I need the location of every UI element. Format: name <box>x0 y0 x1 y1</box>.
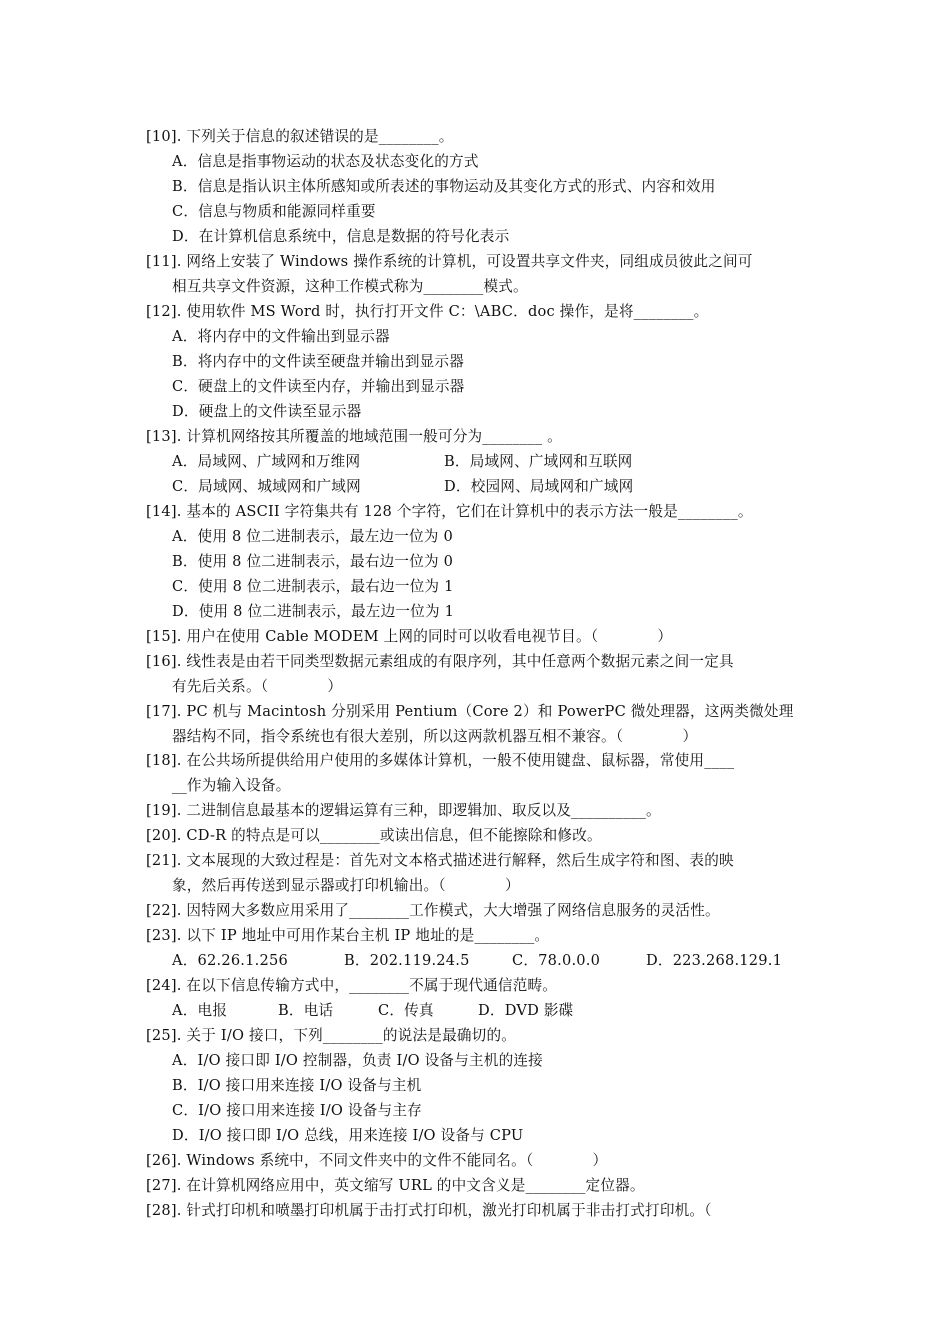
q12-option-b: B．将内存中的文件读至硬盘并输出到显示器 <box>172 353 465 370</box>
q23-option-c: C．78.0.0.0 <box>512 952 601 969</box>
q13-option-b: B．局域网、广域网和互联网 <box>444 453 633 470</box>
q25-option-d: D．I/O 接口即 I/O 总线，用来连接 I/O 设备与 CPU <box>172 1127 524 1144</box>
q22-stem: [22]. 因特网大多数应用采用了________工作模式，大大增强了网络信息服务的灵活性。 <box>146 902 720 919</box>
q14-option-a: A．使用 8 位二进制表示，最左边一位为 0 <box>172 528 453 545</box>
q28-stem: [28]. 针式打印机和喷墨打印机属于击打式打印机，激光打印机属于非击打式打印机。（ <box>146 1202 712 1219</box>
q15-stem: [15]. 用户在使用 Cable MODEM 上网的同时可以收看电视节目。（ ） <box>146 628 673 645</box>
q14-stem: [14]. 基本的 ASCII 字符集共有 128 个字符，它们在计算机中的表示方法一般是________。 <box>146 503 753 520</box>
q13-option-a: A．局域网、广域网和万维网 <box>172 453 361 470</box>
q21-stem-line1: [21]. 文本展现的大致过程是：首先对文本格式描述进行解释，然后生成字符和图、表的映 <box>146 852 734 869</box>
q21-stem-line2: 象，然后再传送到显示器或打印机输出。（ ） <box>172 877 520 894</box>
q18-stem-line2: __作为输入设备。 <box>172 777 291 794</box>
q11-stem-line2: 相互共享文件资源，这种工作模式称为________模式。 <box>172 278 528 295</box>
q17-stem-line2: 器结构不同，指令系统也有很大差别，所以这两款机器互相不兼容。（ ） <box>172 728 698 745</box>
q25-option-b: B．I/O 接口用来连接 I/O 设备与主机 <box>172 1077 422 1094</box>
q24-option-a: A．电报 <box>172 1002 228 1019</box>
q10-option-d: D．在计算机信息系统中，信息是数据的符号化表示 <box>172 228 510 245</box>
q23-option-b: B．202.119.24.5 <box>344 952 470 969</box>
q17-stem-line1: [17]. PC 机与 Macintosh 分别采用 Pentium（Core 2）和 PowerPC 微处理器，这两类微处理 <box>146 703 794 720</box>
q16-stem-line1: [16]. 线性表是由若干同类型数据元素组成的有限序列，其中任意两个数据元素之间一定具 <box>146 653 734 670</box>
q12-option-c: C．硬盘上的文件读至内存，并输出到显示器 <box>172 378 465 395</box>
q24-option-b: B．电话 <box>278 1002 334 1019</box>
q10-stem: [10]. 下列关于信息的叙述错误的是________。 <box>146 128 454 145</box>
q14-option-b: B．使用 8 位二进制表示，最右边一位为 0 <box>172 553 454 570</box>
q23-option-d: D．223.268.129.1 <box>646 952 783 969</box>
q10-option-a: A．信息是指事物运动的状态及状态变化的方式 <box>172 153 479 170</box>
q12-option-d: D．硬盘上的文件读至显示器 <box>172 403 362 420</box>
q14-option-d: D．使用 8 位二进制表示，最左边一位为 1 <box>172 603 455 620</box>
q14-option-c: C．使用 8 位二进制表示，最右边一位为 1 <box>172 578 454 595</box>
q20-stem: [20]. CD-R 的特点是可以________或读出信息，但不能擦除和修改。 <box>146 827 602 844</box>
q25-option-c: C．I/O 接口用来连接 I/O 设备与主存 <box>172 1102 422 1119</box>
q27-stem: [27]. 在计算机网络应用中，英文缩写 URL 的中文含义是________定位器。 <box>146 1177 645 1194</box>
q24-stem: [24]. 在以下信息传输方式中，________不属于现代通信范畴。 <box>146 977 558 994</box>
q26-stem: [26]. Windows 系统中，不同文件夹中的文件不能同名。（ ） <box>146 1152 608 1169</box>
q24-option-c: C．传真 <box>378 1002 434 1019</box>
q10-option-c: C．信息与物质和能源同样重要 <box>172 203 376 220</box>
q23-option-a: A．62.26.1.256 <box>172 952 288 969</box>
q12-stem: [12]. 使用软件 MS Word 时，执行打开文件 C：\ABC．doc 操作，是将________。 <box>146 303 709 320</box>
q11-stem-line1: [11]. 网络上安装了 Windows 操作系统的计算机，可设置共享文件夹，同组成员彼此之间可 <box>146 253 753 270</box>
q25-option-a: A．I/O 接口即 I/O 控制器，负责 I/O 设备与主机的连接 <box>172 1052 543 1069</box>
q25-stem: [25]. 关于 I/O 接口，下列________的说法是最确切的。 <box>146 1027 517 1044</box>
q16-stem-line2: 有先后关系。（ ） <box>172 678 343 695</box>
q13-option-c: C．局域网、城域网和广域网 <box>172 478 361 495</box>
q10-option-b: B．信息是指认识主体所感知或所表述的事物运动及其变化方式的形式、内容和效用 <box>172 178 716 195</box>
q24-option-d: D．DVD 影碟 <box>478 1002 574 1019</box>
q18-stem-line1: [18]. 在公共场所提供给用户使用的多媒体计算机，一般不使用键盘、鼠标器，常使用____ <box>146 752 735 769</box>
q19-stem: [19]. 二进制信息最基本的逻辑运算有三种，即逻辑加、取反以及__________。 <box>146 802 661 819</box>
q12-option-a: A．将内存中的文件输出到显示器 <box>172 328 390 345</box>
q23-stem: [23]. 以下 IP 地址中可用作某台主机 IP 地址的是________。 <box>146 927 550 944</box>
q13-option-d: D．校园网、局域网和广域网 <box>444 478 634 495</box>
q13-stem: [13]. 计算机网络按其所覆盖的地域范围一般可分为________ 。 <box>146 428 562 445</box>
